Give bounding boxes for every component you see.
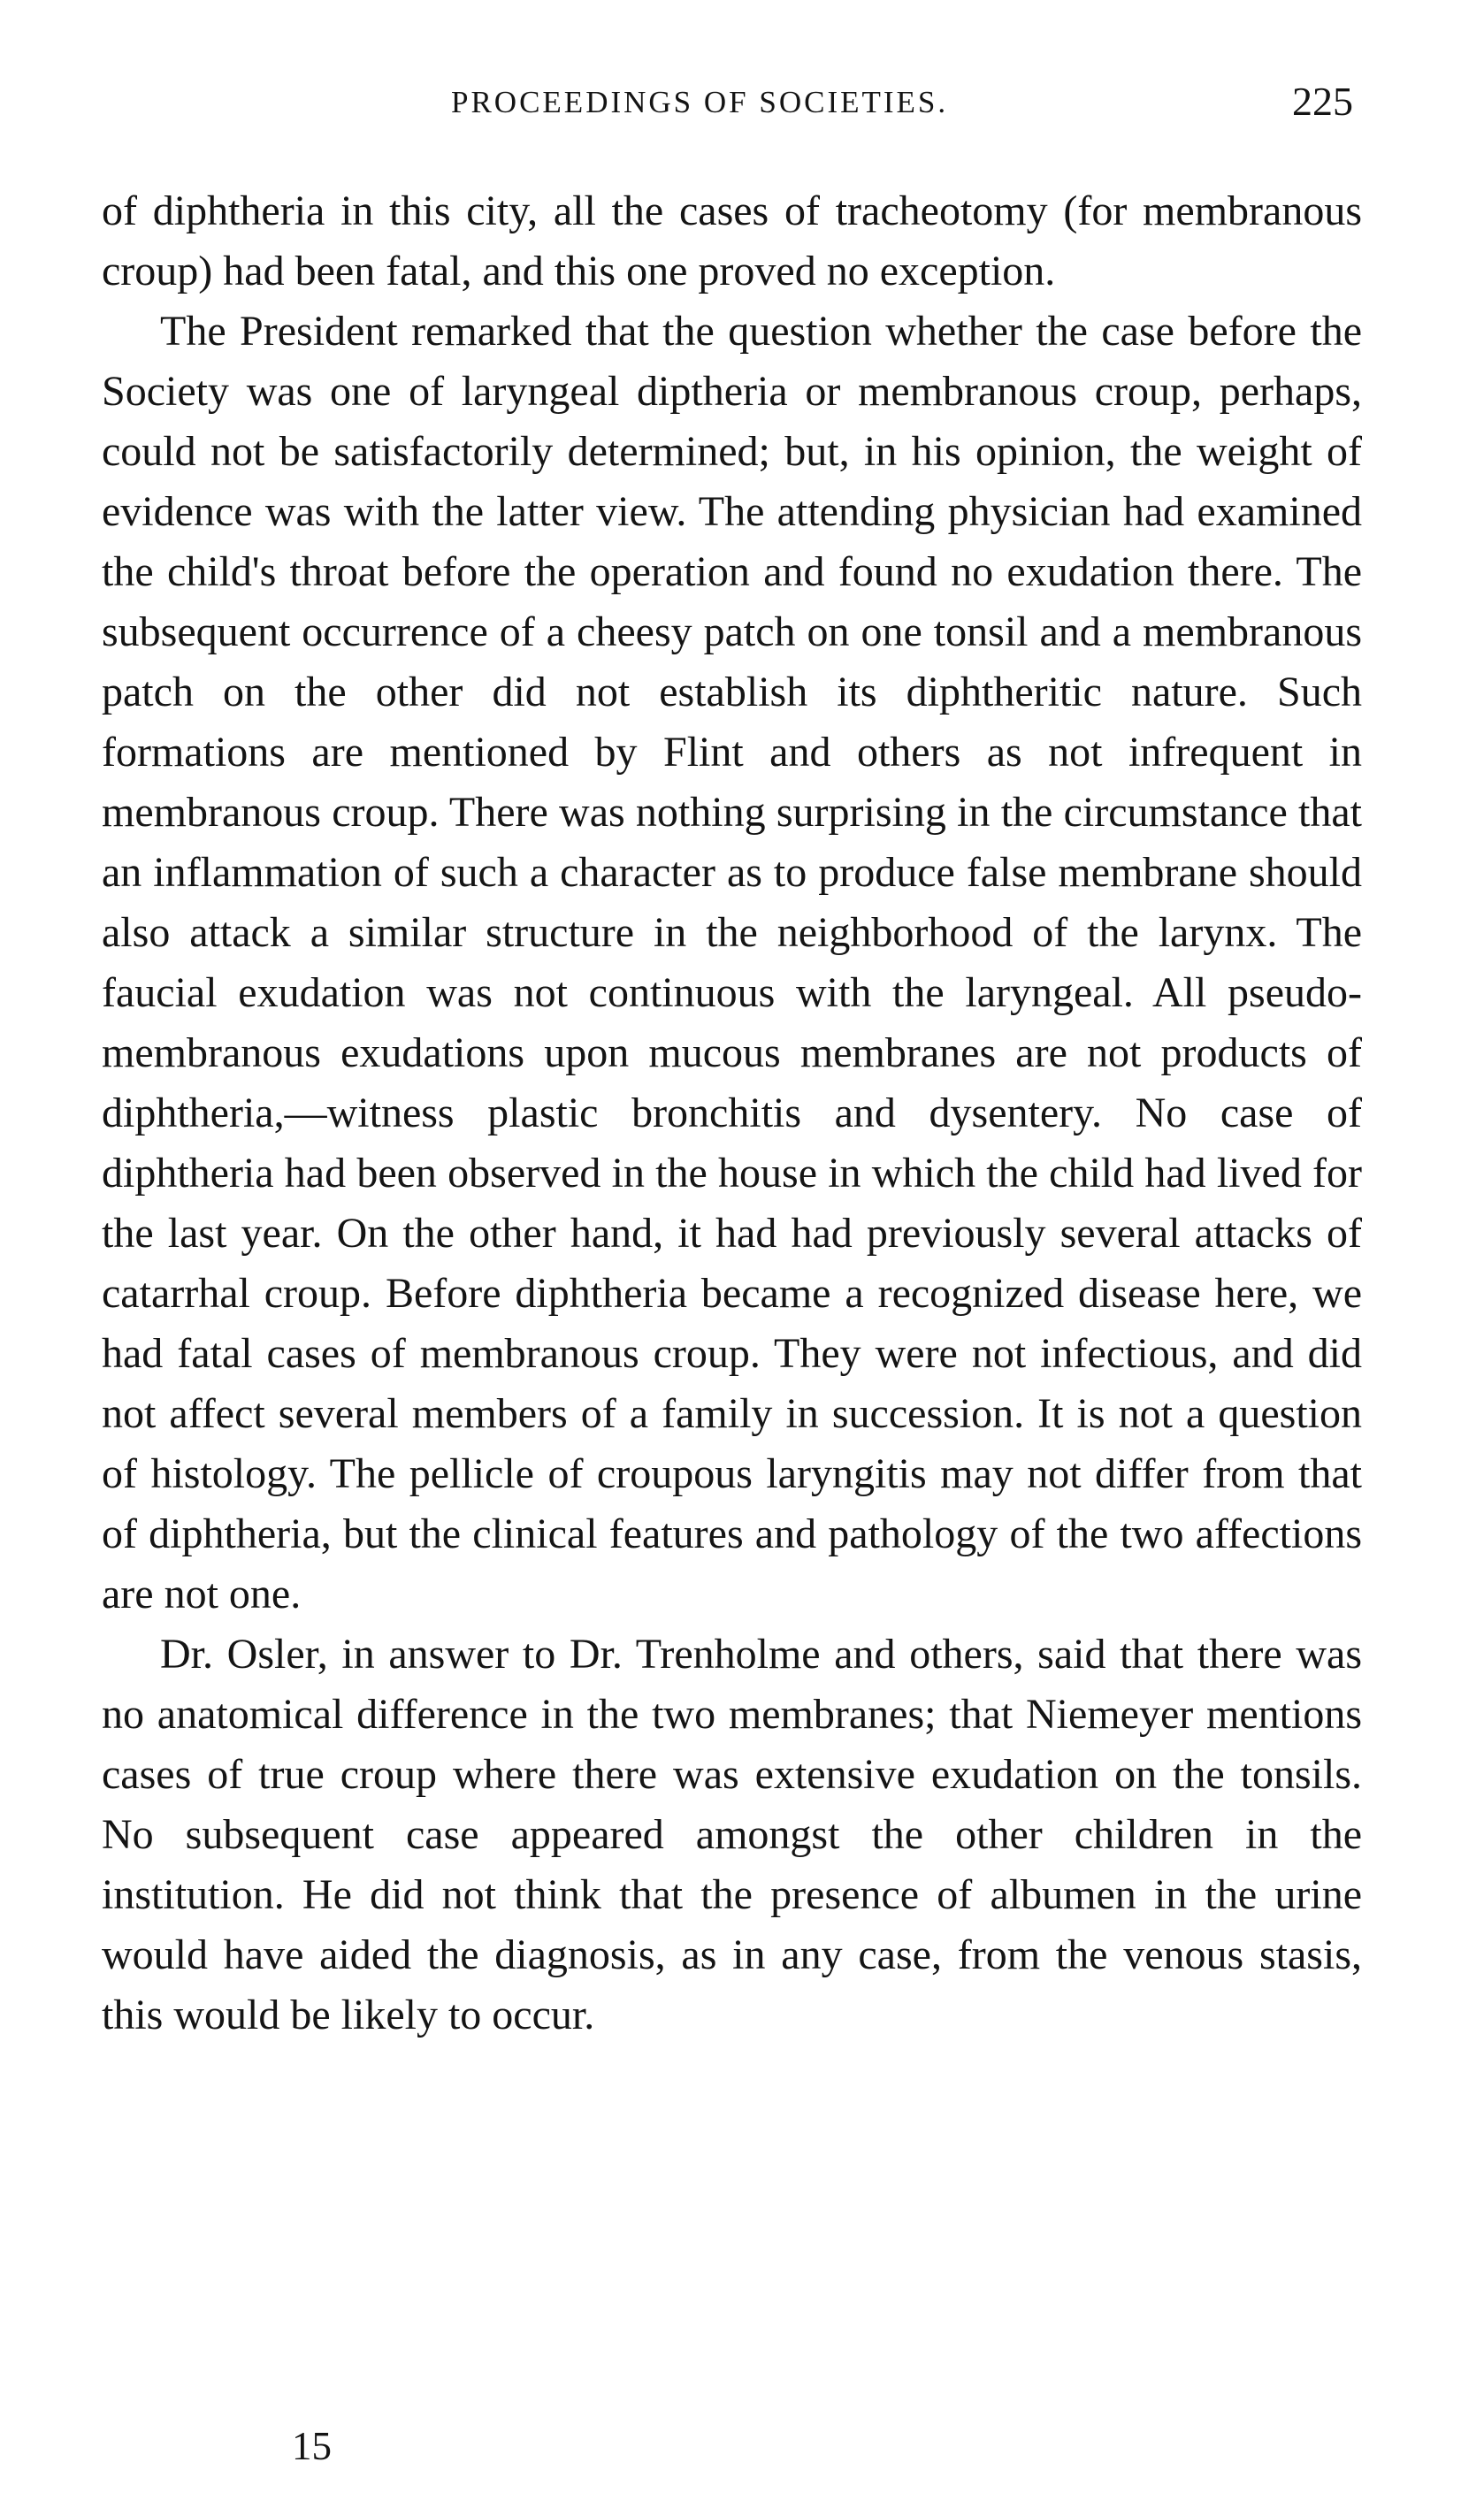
paragraph-president-remarks: The President remarked that the question whether the case before the Society was one of laryngeal diptheria or membranous croup, perhaps, could not be satisfactorily determined; but, in his opinion, the weight of evidence was with the latter view. The attending physician had examined the child's throat before the operation and found no exudation there. The subsequent occurrence of a cheesy patch on one tonsil and a membranous patch on the other did not establish its diphtheritic nature. Such formations are mentioned by Flint and others as not infrequent in membranous croup. There was nothing surprising in the circumstance that an inflammation of such a character as to produce false membrane should also attack a similar structure in the neighborhood of the larynx. The faucial exudation was not continuous with the laryngeal. All pseudo-membranous exudations upon mucous membranes are not products of diphtheria,—witness plastic bronchitis and dysentery. No case of diphtheria had been observed in the house in which the child had lived for the last year. On the other hand, it had had previously several attacks of catarrhal croup. Before diphtheria became a recognized disease here, we had fatal cases of membranous croup. They were not infectious, and did not affect several members of a family in succession. It is not a question of histology. The pellicle of croupous laryngitis may not differ from that of diphtheria, but the clinical features and pathology of the two affections are not one. (102, 308, 1362, 1617)
signature-mark: 15 (292, 2424, 332, 2468)
running-head (97, 78, 1353, 131)
paragraph-continuation: of diphtheria in this city, all the cases of tracheotomy (for membranous croup) had been fatal, and this one proved no exception. (102, 187, 1362, 294)
page-number: 225 (1292, 79, 1353, 124)
running-title: PROCEEDINGS OF SOCIETIES. (451, 85, 949, 119)
body-text (102, 181, 1362, 2045)
paragraph-dr-osler-answer: Dr. Osler, in answer to Dr. Trenholme and others, said that there was no anatomical difference in the two membranes; that Niemeyer mentions cases of true croup where there was extensive exudation on the tonsils. No subsequent case appeared amongst the other children in the institution. He did not think that the presence of albumen in the urine would have aided the diagnosis, as in any case, from the venous stasis, this would be likely to occur. (102, 1631, 1362, 2038)
